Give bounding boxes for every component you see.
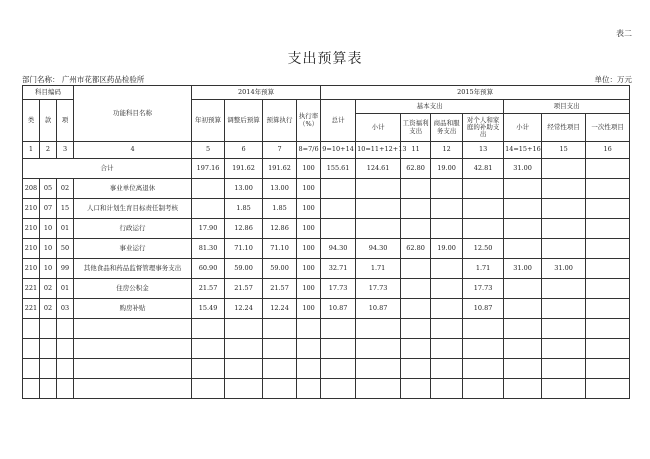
function-name-cell: 人口和计划生育目标责任制考核	[74, 199, 192, 219]
total-cell: 191.62	[263, 159, 297, 179]
value-cell: 32.71	[321, 259, 356, 279]
value-cell	[356, 179, 401, 199]
value-cell	[504, 199, 542, 219]
value-cell: 13.00	[263, 179, 297, 199]
header-onetime: 一次性项目	[586, 114, 630, 142]
empty-cell	[401, 319, 431, 339]
empty-cell	[192, 319, 225, 339]
header-project: 项目支出	[504, 100, 630, 114]
value-cell: 17.73	[321, 279, 356, 299]
empty-cell	[401, 339, 431, 359]
value-cell	[431, 199, 463, 219]
value-cell: 59.00	[225, 259, 263, 279]
value-cell	[321, 199, 356, 219]
index-cell: 9=10+14	[321, 142, 356, 159]
value-cell: 17.73	[463, 279, 504, 299]
value-cell	[586, 219, 630, 239]
empty-cell	[321, 379, 356, 399]
value-cell: 100	[297, 299, 321, 319]
department-label: 部门名称： 广州市花都区药品检验所	[22, 75, 145, 84]
header-adjusted: 调整后预算	[225, 100, 263, 142]
value-cell: 13.00	[225, 179, 263, 199]
total-cell: 124.61	[356, 159, 401, 179]
table-row	[23, 279, 630, 299]
empty-cell	[263, 319, 297, 339]
value-cell: 10.87	[463, 299, 504, 319]
value-cell: 10.87	[356, 299, 401, 319]
value-cell	[431, 279, 463, 299]
empty-cell	[431, 319, 463, 339]
value-cell: 12.24	[225, 299, 263, 319]
value-cell: 1.85	[263, 199, 297, 219]
empty-cell	[57, 379, 74, 399]
total-row	[23, 159, 630, 179]
empty-row	[23, 339, 630, 359]
kuan-cell: 10	[40, 239, 57, 259]
value-cell: 15.49	[192, 299, 225, 319]
empty-cell	[356, 339, 401, 359]
value-cell	[192, 199, 225, 219]
value-cell: 12.24	[263, 299, 297, 319]
empty-cell	[356, 359, 401, 379]
value-cell: 17.73	[356, 279, 401, 299]
value-cell: 31.00	[542, 259, 586, 279]
value-cell	[401, 259, 431, 279]
total-cell: 197.16	[192, 159, 225, 179]
index-cell: 11	[401, 142, 431, 159]
table-row	[23, 219, 630, 239]
value-cell	[401, 199, 431, 219]
index-cell: 5	[192, 142, 225, 159]
empty-cell	[263, 339, 297, 359]
lei-cell: 208	[23, 179, 40, 199]
kuan-cell: 10	[40, 219, 57, 239]
value-cell: 100	[297, 259, 321, 279]
header-budget-2015: 2015年预算	[321, 86, 630, 100]
table-row	[23, 299, 630, 319]
empty-cell	[57, 339, 74, 359]
kuan-cell: 10	[40, 259, 57, 279]
value-cell: 10.87	[321, 299, 356, 319]
value-cell: 71.10	[225, 239, 263, 259]
function-name-cell: 事业单位离退休	[74, 179, 192, 199]
total-cell: 19.00	[431, 159, 463, 179]
value-cell	[401, 279, 431, 299]
value-cell: 21.57	[263, 279, 297, 299]
index-cell: 8=7/6	[297, 142, 321, 159]
index-cell: 2	[40, 142, 57, 159]
empty-cell	[401, 359, 431, 379]
empty-cell	[586, 359, 630, 379]
value-cell: 12.86	[225, 219, 263, 239]
total-cell: 62.80	[401, 159, 431, 179]
value-cell	[321, 219, 356, 239]
empty-cell	[356, 379, 401, 399]
page-title: 支出预算表	[287, 51, 363, 67]
empty-cell	[463, 379, 504, 399]
value-cell	[586, 279, 630, 299]
xiang-cell: 99	[57, 259, 74, 279]
empty-cell	[57, 319, 74, 339]
empty-row	[23, 379, 630, 399]
empty-cell	[356, 319, 401, 339]
value-cell	[542, 179, 586, 199]
value-cell	[504, 239, 542, 259]
table-row	[23, 259, 630, 279]
empty-cell	[297, 319, 321, 339]
empty-cell	[504, 359, 542, 379]
value-cell: 100	[297, 199, 321, 219]
xiang-cell: 01	[57, 219, 74, 239]
total-cell	[542, 159, 586, 179]
value-cell: 100	[297, 179, 321, 199]
function-name-cell: 行政运行	[74, 219, 192, 239]
index-cell: 3	[57, 142, 74, 159]
total-cell: 42.81	[463, 159, 504, 179]
empty-cell	[23, 379, 40, 399]
index-cell: 14=15+16	[504, 142, 542, 159]
empty-cell	[586, 319, 630, 339]
empty-cell	[57, 359, 74, 379]
empty-cell	[40, 339, 57, 359]
table-number-label: 表二	[616, 29, 632, 38]
header-budget-2014: 2014年预算	[192, 86, 321, 100]
value-cell	[542, 279, 586, 299]
index-cell: 6	[225, 142, 263, 159]
header-initial: 年初预算	[192, 100, 225, 142]
value-cell: 94.30	[356, 239, 401, 259]
value-cell	[463, 199, 504, 219]
value-cell: 100	[297, 239, 321, 259]
header-basic: 基本支出	[356, 100, 504, 114]
value-cell	[586, 299, 630, 319]
total-cell: 100	[297, 159, 321, 179]
total-cell: 31.00	[504, 159, 542, 179]
value-cell: 94.30	[321, 239, 356, 259]
empty-cell	[297, 339, 321, 359]
table-row	[23, 199, 630, 219]
empty-cell	[74, 359, 192, 379]
empty-cell	[40, 379, 57, 399]
empty-cell	[192, 359, 225, 379]
empty-cell	[321, 359, 356, 379]
index-cell: 15	[542, 142, 586, 159]
value-cell: 60.90	[192, 259, 225, 279]
value-cell: 81.30	[192, 239, 225, 259]
value-cell	[192, 179, 225, 199]
value-cell	[431, 259, 463, 279]
value-cell	[542, 239, 586, 259]
index-cell: 7	[263, 142, 297, 159]
empty-cell	[401, 379, 431, 399]
function-name-cell: 购房补贴	[74, 299, 192, 319]
kuan-cell: 02	[40, 279, 57, 299]
value-cell: 1.71	[463, 259, 504, 279]
index-cell: 12	[431, 142, 463, 159]
lei-cell: 221	[23, 279, 40, 299]
kuan-cell: 05	[40, 179, 57, 199]
value-cell	[401, 299, 431, 319]
value-cell: 1.71	[356, 259, 401, 279]
value-cell	[586, 259, 630, 279]
empty-cell	[542, 379, 586, 399]
header-project-subtotal: 小计	[504, 114, 542, 142]
value-cell: 71.10	[263, 239, 297, 259]
empty-cell	[74, 379, 192, 399]
value-cell	[463, 219, 504, 239]
function-name-cell: 事业运行	[74, 239, 192, 259]
empty-cell	[192, 379, 225, 399]
header-lei: 类	[23, 100, 40, 142]
xiang-cell: 15	[57, 199, 74, 219]
empty-row	[23, 319, 630, 339]
empty-cell	[225, 319, 263, 339]
value-cell: 1.85	[225, 199, 263, 219]
empty-cell	[40, 359, 57, 379]
value-cell: 31.00	[504, 259, 542, 279]
value-cell: 12.50	[463, 239, 504, 259]
index-cell: 13	[463, 142, 504, 159]
total-cell: 155.61	[321, 159, 356, 179]
header-salary: 工资福利支出	[401, 114, 431, 142]
empty-cell	[463, 319, 504, 339]
empty-cell	[542, 359, 586, 379]
empty-cell	[463, 359, 504, 379]
value-cell: 21.57	[192, 279, 225, 299]
table-row	[23, 239, 630, 259]
empty-cell	[23, 339, 40, 359]
empty-cell	[74, 339, 192, 359]
lei-cell: 210	[23, 259, 40, 279]
value-cell	[504, 219, 542, 239]
empty-cell	[225, 359, 263, 379]
value-cell	[542, 219, 586, 239]
table-row	[23, 179, 630, 199]
header-code-group: 科目编码	[23, 86, 74, 100]
value-cell	[542, 199, 586, 219]
empty-cell	[504, 319, 542, 339]
empty-cell	[225, 379, 263, 399]
value-cell: 21.57	[225, 279, 263, 299]
value-cell	[504, 179, 542, 199]
value-cell	[431, 179, 463, 199]
value-cell	[401, 219, 431, 239]
function-name-cell: 其他食品和药品监督管理事务支出	[74, 259, 192, 279]
index-row	[23, 142, 630, 159]
xiang-cell: 03	[57, 299, 74, 319]
value-cell	[401, 179, 431, 199]
header-operating: 经常性项目	[542, 114, 586, 142]
lei-cell: 221	[23, 299, 40, 319]
empty-cell	[542, 339, 586, 359]
empty-cell	[225, 339, 263, 359]
empty-cell	[586, 379, 630, 399]
value-cell	[586, 199, 630, 219]
value-cell	[431, 219, 463, 239]
empty-cell	[74, 319, 192, 339]
unit-label: 单位：万元	[594, 75, 632, 84]
lei-cell: 210	[23, 199, 40, 219]
value-cell	[504, 299, 542, 319]
function-name-cell: 住房公积金	[74, 279, 192, 299]
empty-cell	[297, 379, 321, 399]
empty-cell	[40, 319, 57, 339]
index-cell: 1	[23, 142, 40, 159]
empty-cell	[431, 339, 463, 359]
total-cell	[586, 159, 630, 179]
empty-row	[23, 359, 630, 379]
total-cell: 191.62	[225, 159, 263, 179]
empty-cell	[263, 379, 297, 399]
value-cell	[356, 219, 401, 239]
empty-cell	[504, 339, 542, 359]
header-function-name: 功能科目名称	[74, 86, 192, 142]
empty-cell	[586, 339, 630, 359]
value-cell	[431, 299, 463, 319]
index-cell: 16	[586, 142, 630, 159]
empty-cell	[297, 359, 321, 379]
value-cell: 19.00	[431, 239, 463, 259]
kuan-cell: 07	[40, 199, 57, 219]
value-cell: 62.80	[401, 239, 431, 259]
empty-cell	[321, 339, 356, 359]
value-cell: 59.00	[263, 259, 297, 279]
kuan-cell: 02	[40, 299, 57, 319]
header-basic-subtotal: 小计	[356, 114, 401, 142]
value-cell	[586, 179, 630, 199]
value-cell	[321, 179, 356, 199]
empty-cell	[463, 339, 504, 359]
empty-cell	[23, 359, 40, 379]
value-cell: 17.90	[192, 219, 225, 239]
value-cell	[504, 279, 542, 299]
lei-cell: 210	[23, 239, 40, 259]
empty-cell	[431, 379, 463, 399]
value-cell: 12.86	[263, 219, 297, 239]
budget-table	[22, 85, 630, 399]
empty-cell	[263, 359, 297, 379]
header-personal: 对个人和家庭的补助支出	[463, 114, 504, 142]
index-cell: 10=11+12+13	[356, 142, 401, 159]
index-cell: 4	[74, 142, 192, 159]
header-exec-rate: 执行率（%）	[297, 100, 321, 142]
xiang-cell: 02	[57, 179, 74, 199]
empty-cell	[23, 319, 40, 339]
value-cell: 100	[297, 279, 321, 299]
value-cell: 100	[297, 219, 321, 239]
value-cell	[356, 199, 401, 219]
total-label: 合计	[23, 159, 192, 179]
value-cell	[542, 299, 586, 319]
header-xiang: 项	[57, 100, 74, 142]
xiang-cell: 01	[57, 279, 74, 299]
header-goods: 商品和服务支出	[431, 114, 463, 142]
lei-cell: 210	[23, 219, 40, 239]
empty-cell	[431, 359, 463, 379]
value-cell	[586, 239, 630, 259]
value-cell	[463, 179, 504, 199]
empty-cell	[321, 319, 356, 339]
header-kuan: 款	[40, 100, 57, 142]
empty-cell	[192, 339, 225, 359]
header-total: 总计	[321, 100, 356, 142]
xiang-cell: 50	[57, 239, 74, 259]
empty-cell	[504, 379, 542, 399]
empty-cell	[542, 319, 586, 339]
header-executed: 预算执行	[263, 100, 297, 142]
